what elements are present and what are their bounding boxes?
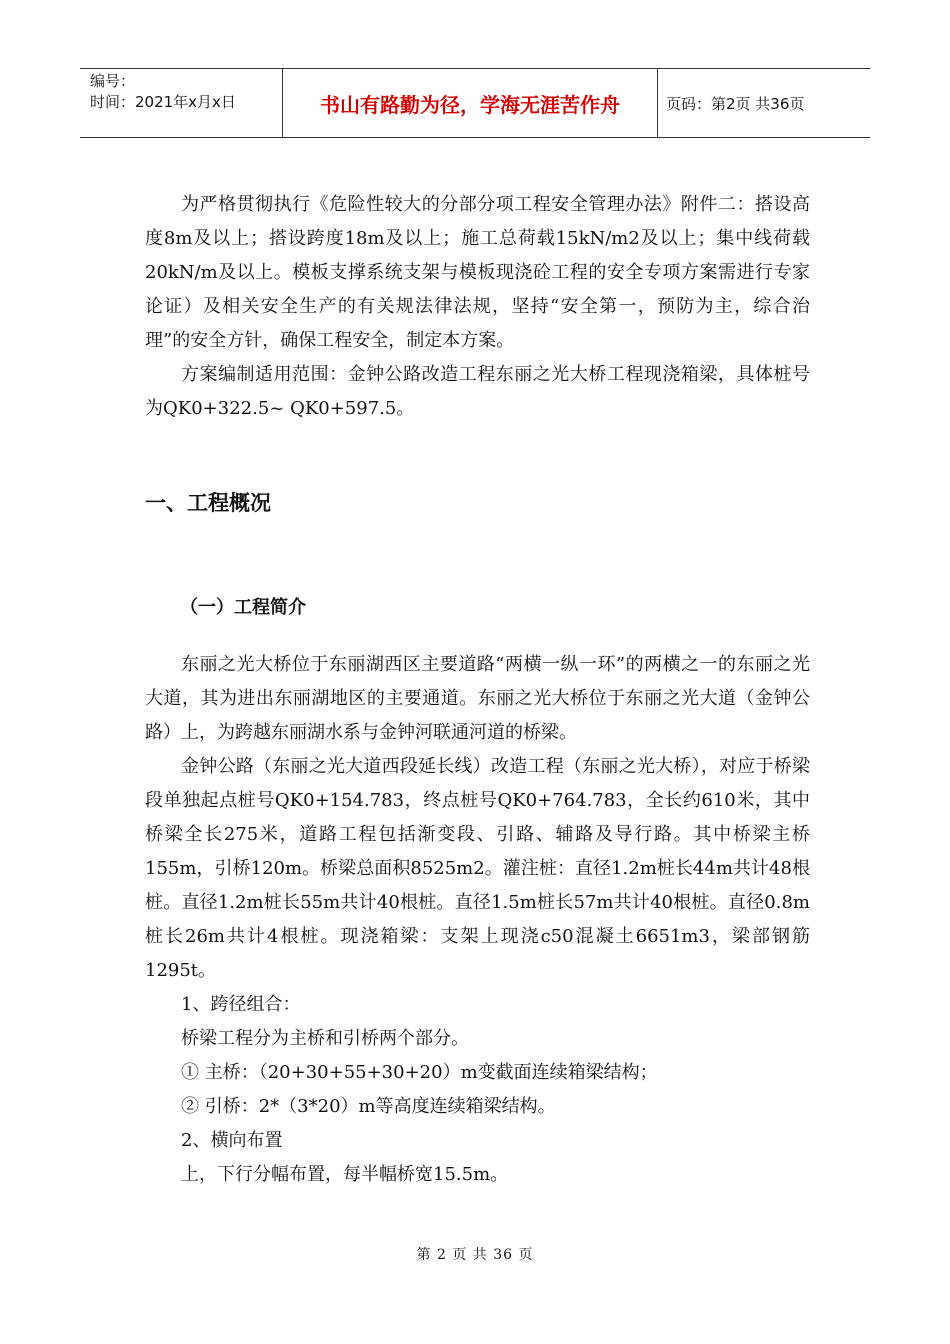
page-header — [80, 68, 870, 138]
overview-paragraph-2: 金钟公路（东丽之光大道西段延长线）改造工程（东丽之光大桥），对应于桥梁段单独起点桩号QK0+154.783，终点桩号QK0+764.783，全长约610米，其中桥梁全长275米，道路工程包括渐变段、引路、辅路及导行路。其中桥梁主桥155m，引桥120m。桥梁总面积8525m2。灌注桩：直径1.2m桩长44m共计48根桩。直径1.2m桩长55m共计40根桩。直径1.5m桩长57m共计40根桩。直径0.8m桩长26m共计4根桩。现浇箱梁：支架上现浇c50混凝土6651m3，梁部钢筋1295t。 — [145, 756, 810, 981]
lateral-layout-desc: 上，下行分幅布置，每半幅桥宽15.5m。 — [181, 1164, 509, 1185]
main-bridge-item: ① 主桥：（20+30+55+30+20）m变截面连续箱梁结构； — [181, 1062, 658, 1083]
header-motto: 书山有路勤为径，学海无涯苦作舟 — [282, 69, 658, 137]
subsection-heading: （一）工程简介 — [180, 597, 306, 618]
lateral-layout-heading: 2、横向布置 — [181, 1130, 283, 1151]
page-footer: 第 2 页 共 36 页 — [416, 1247, 534, 1263]
time-label: 时间：2021年x月x日 — [90, 93, 236, 111]
overview-paragraph-1: 东丽之光大桥位于东丽湖西区主要道路“两横一纵一环”的两横之一的东丽之光大道，其为进出东丽湖地区的主要通道。东丽之光大桥位于东丽之光大道（金钟公路）上，为跨越东丽湖水系与金钟河联通河道的桥梁。 — [145, 654, 810, 743]
span-combination-desc: 桥梁工程分为主桥和引桥两个部分。 — [181, 1028, 469, 1049]
section-heading: 一、工程概况 — [145, 491, 271, 515]
approach-bridge-item: ② 引桥：2*（3*20）m等高度连续箱梁结构。 — [181, 1096, 556, 1117]
project-overview — [145, 648, 810, 1192]
header-page-label: 页码：第2页 共36页 — [666, 94, 805, 113]
span-combination-heading: 1、跨径组合： — [181, 994, 301, 1015]
number-label: 编号： — [90, 72, 136, 90]
intro-paragraph-1: 为严格贯彻执行《危险性较大的分部分项工程安全管理办法》附件二：搭设高度8m及以上；搭设跨度18m及以上；施工总荷载15kN/m2及以上；集中线荷载20kN/m及以上。模板支撑系统支架与模板现浇砼工程的安全专项方案需进行专家论证）及相关安全生产的有关规法律法规，坚持“安全第一，预防为主，综合治理”的安全方针，确保工程安全，制定本方案。 — [145, 194, 810, 351]
intro-section — [145, 188, 810, 426]
intro-paragraph-2: 方案编制适用范围：金钟公路改造工程东丽之光大桥工程现浇箱梁，具体桩号为QK0+322.5~ QK0+597.5。 — [145, 364, 810, 419]
header-meta — [80, 69, 282, 137]
